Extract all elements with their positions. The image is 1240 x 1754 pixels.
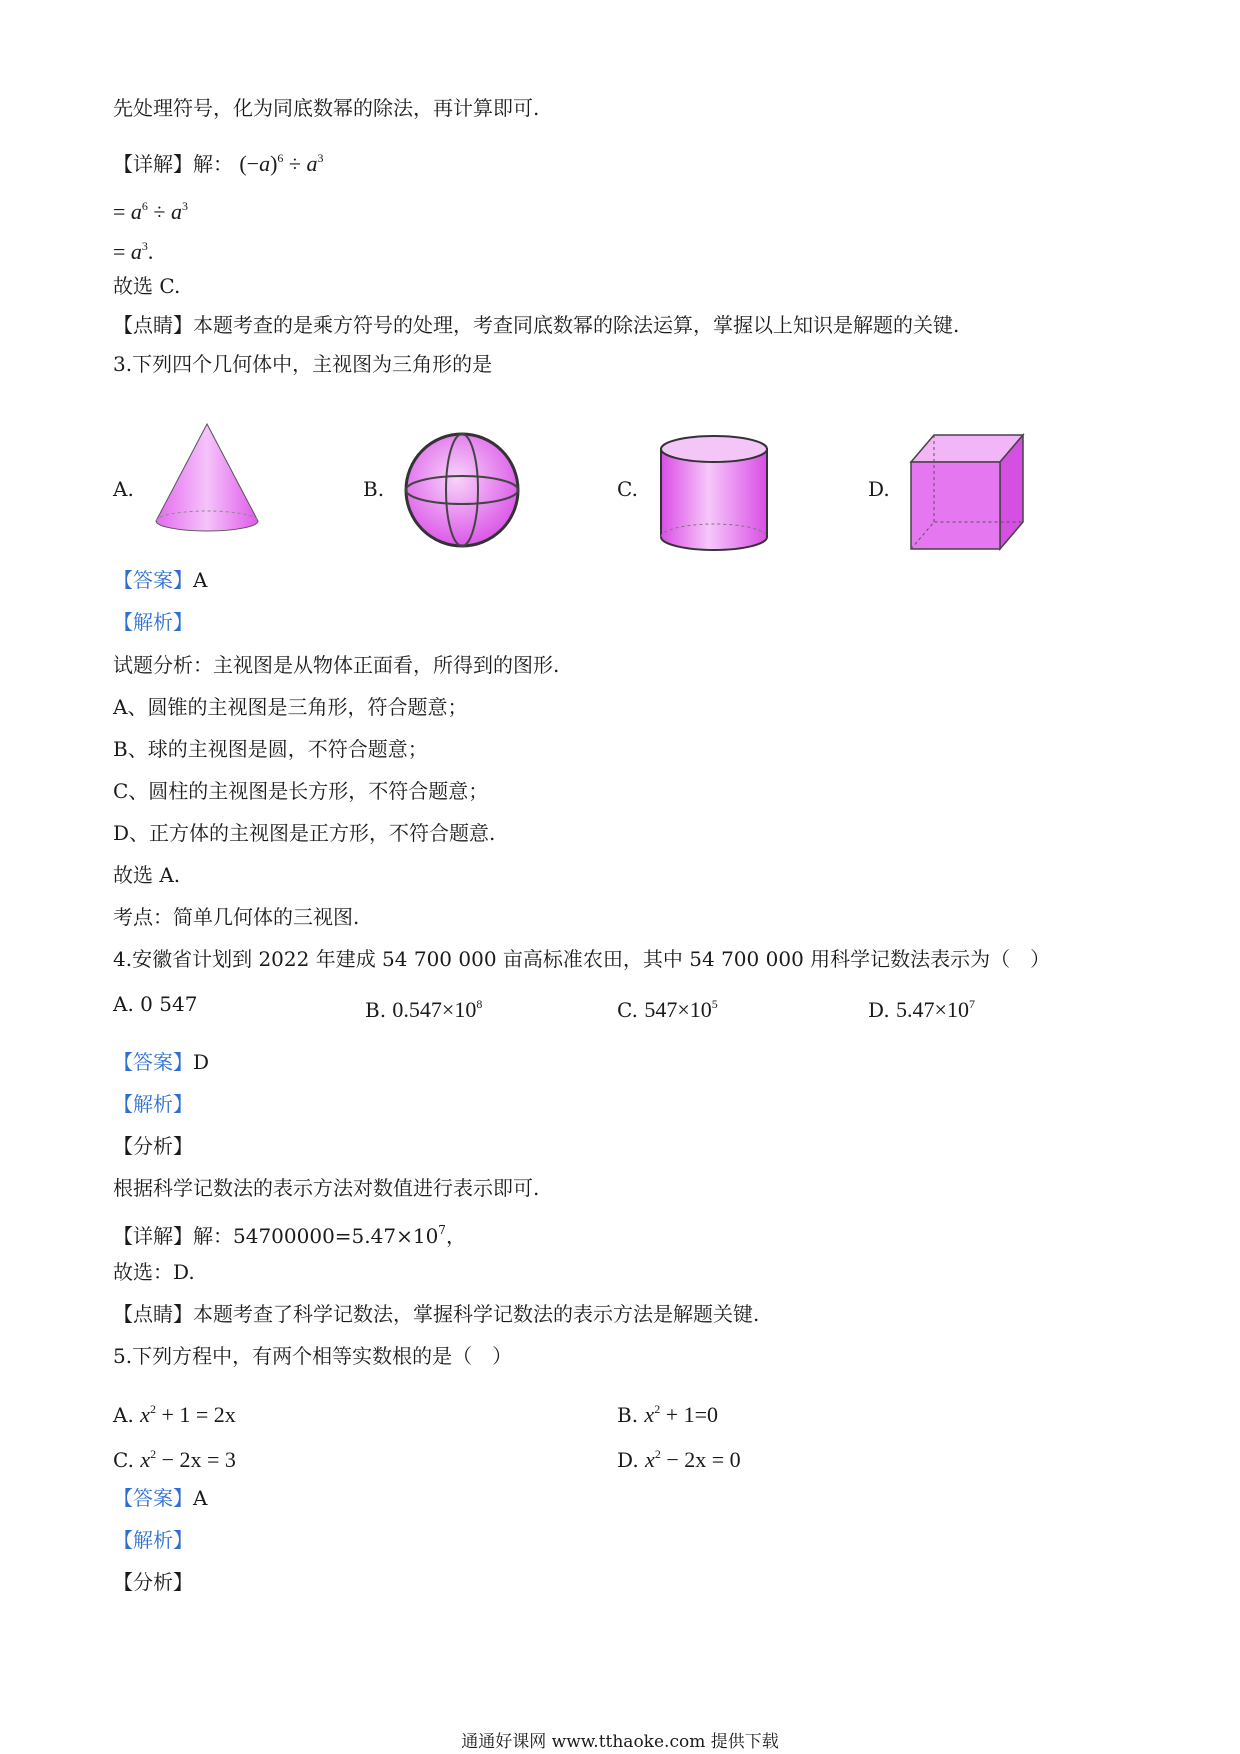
q3-analysis-label: 【解析】 [113, 610, 193, 634]
q3-analysis-line-5: D、正方体的主视图是正方形，不符合题意. [113, 821, 496, 845]
q2-method-line: 先处理符号，化为同底数幂的除法，再计算即可. [113, 96, 540, 120]
q4-detail-label: 【详解】解： [113, 1224, 233, 1248]
q5-option-d [617, 1440, 741, 1474]
q3-option-b-label: B. [363, 477, 385, 501]
q4-stem: 4.安徽省计划到 2022 年建成 54 700 000 亩高标准农田，其中 54 700 000 用科学记数法表示为（ ） [113, 947, 1051, 971]
q5-option-d-letter: D. [617, 1448, 639, 1472]
q3-analysis-line-1: 试题分析：主视图是从物体正面看，所得到的图形. [113, 653, 560, 677]
q3-option-a-label: A. [113, 477, 134, 501]
q4-option-c-letter: C. [617, 998, 638, 1022]
q5-answer-label: 【答案】 [113, 1486, 193, 1510]
q4-option-d-value: $5.47\times 10^7$ [896, 997, 975, 1022]
q5-option-d-equation: $x^2 - 2x = 0$ [645, 1447, 741, 1472]
q5-analysis-label: 【解析】 [113, 1528, 193, 1552]
q2-choice: 故选 C. [113, 274, 181, 298]
q4-answer-line [113, 1048, 209, 1076]
q5-stem: 5.下列方程中，有两个相等实数根的是（ ） [113, 1344, 513, 1368]
q4-detail-value: $54700000=5.47\times 10^7$， [233, 1223, 466, 1248]
cylinder-figure [655, 432, 775, 562]
q2-detail-label: 【详解】解： [113, 152, 233, 176]
q4-option-c-value: $547\times 10^5$ [644, 997, 718, 1022]
q3-analysis-line-4: C、圆柱的主视图是长方形，不符合题意； [113, 779, 489, 803]
q2-step-1: = $a^6 \div a^3$ [113, 199, 188, 224]
q5-option-a [113, 1395, 236, 1429]
q4-option-a [113, 990, 197, 1018]
q4-answer: D [193, 1050, 210, 1074]
cube-figure [906, 430, 1030, 558]
q4-choice: 故选：D. [113, 1260, 195, 1284]
q5-option-a-equation: $x^2 + 1 = 2x$ [140, 1402, 236, 1427]
q5-answer: A [193, 1486, 208, 1510]
q4-option-b-letter: B. [365, 998, 387, 1022]
q4-analysis-label: 【解析】 [113, 1092, 193, 1116]
q3-stem: 3.下列四个几何体中，主视图为三角形的是 [113, 352, 493, 376]
sphere-figure [400, 428, 524, 556]
q2-comment: 【点睛】本题考查的是乘方符号的处理，考查同底数幂的除法运算，掌握以上知识是解题的关键. [113, 313, 960, 337]
q4-option-b-value: $0.547\times 10^8$ [392, 997, 483, 1022]
q4-option-a-value: 0 547 [140, 992, 198, 1016]
q4-option-d-letter: D. [868, 998, 890, 1022]
q3-choice: 故选 A. [113, 863, 181, 887]
q3-option-d-label: D. [868, 477, 890, 501]
q4-option-a-letter: A. [113, 992, 134, 1016]
q4-option-d [868, 990, 975, 1024]
q3-answer-line [113, 566, 207, 594]
q3-analysis-line-2: A、圆锥的主视图是三角形，符合题意； [113, 695, 468, 719]
q5-answer-line [113, 1484, 207, 1512]
q5-option-c [113, 1440, 236, 1474]
q5-option-c-letter: C. [113, 1448, 134, 1472]
q4-option-b [365, 990, 482, 1024]
q2-detail-line [113, 144, 324, 178]
q4-detail-line [113, 1216, 466, 1250]
q5-option-b-letter: B. [617, 1403, 639, 1427]
q5-option-a-letter: A. [113, 1403, 134, 1427]
q2-expression: $(-a)^6 \div a^3$ [239, 151, 324, 176]
q5-option-b [617, 1395, 718, 1429]
q4-fenxi-label: 【分析】 [113, 1134, 193, 1158]
q4-fenxi: 根据科学记数法的表示方法对数值进行表示即可. [113, 1176, 540, 1200]
q2-step-2: = $a^3$. [113, 239, 154, 264]
q5-fenxi-label: 【分析】 [113, 1570, 193, 1594]
q3-answer: A [193, 568, 208, 592]
q4-answer-label: 【答案】 [113, 1050, 193, 1074]
page-footer: 通通好课网 www.tthaoke.com 提供下载 [461, 1732, 779, 1752]
cone-figure [150, 420, 270, 544]
q3-answer-label: 【答案】 [113, 568, 193, 592]
q3-kaodian: 考点：简单几何体的三视图. [113, 905, 360, 929]
q3-analysis-line-3: B、球的主视图是圆，不符合题意； [113, 737, 428, 761]
q5-option-c-equation: $x^2 - 2x = 3$ [140, 1447, 236, 1472]
q5-option-b-equation: $x^2 + 1=0$ [644, 1402, 719, 1427]
q3-option-c-label: C. [617, 477, 638, 501]
q4-option-c [617, 990, 718, 1024]
q4-comment: 【点睛】本题考查了科学记数法，掌握科学记数法的表示方法是解题关键. [113, 1302, 760, 1326]
